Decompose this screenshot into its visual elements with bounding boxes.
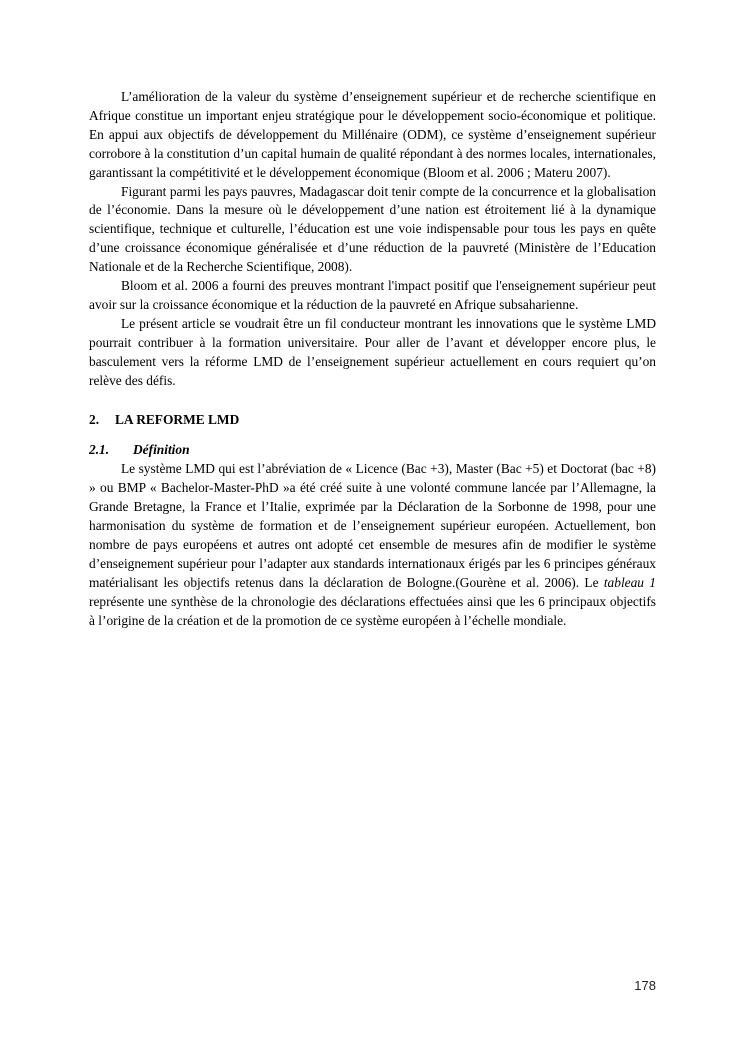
paragraph-definition [89,460,656,630]
definition-text-end: représente une synthèse de la chronologie des déclarations effectuées ainsi que les 6 principaux objectifs à l’origine de la création et de la promotion de ce système européen à l’échelle mondiale. [89,593,656,628]
paragraph-madagascar: Figurant parmi les pays pauvres, Madagascar doit tenir compte de la concurrence et la globalisation de l’économie. Dans la mesure où le développement d’une nation est étroitement lié à la dynamique scientifique, technique et culturelle, l’éducation est une voie indispensable pour tous les pays en quête d’une croissance économique généralisée et d’une réduction de la pauvreté (Ministère de l’Education Nationale et de la Recherche Scientifique, 2008). [89,183,656,275]
paragraph-bloom: Bloom et al. 2006 a fourni des preuves montrant l'impact positif que l'enseignement supérieur peut avoir sur la croissance économique et la réduction de la pauvreté en Afrique subsaharienne. [89,278,656,312]
section-heading [89,411,656,430]
subsection-number: 2.1. [89,442,110,458]
subsection-heading [89,441,656,460]
section-number: 2. [89,411,100,427]
subsection-title: Définition [133,442,190,458]
table-reference: tableau 1 [603,574,656,590]
paragraph-present-article: Le présent article se voudrait être un fil conducteur montrant les innovations que le système LMD pourrait contribuer à la formation universitaire. Pour aller de l’avant et développer encore plus, le basculement vers la réforme LMD de l’enseignement supérieur actuellement en cours requiert qu’on relève des défis. [89,315,656,388]
section-title: LA REFORME LMD [115,411,240,427]
definition-text-start: Le système LMD qui est l’abréviation de « Licence (Bac +3), Master (Bac +5) et Doctorat (bac +8) » ou BMP « Bachelor-Master-PhD »a été créé suite à une volonté commune lancée par l’Allemagne, la Grande Bretagne, la France et l’Italie, exprimée par la Déclaration de la Sorbonne de 1998, pour une harmonisation du système de formation et de l’enseignement supérieur européen. Actuellement, bon nombre de pays européens et autres ont adopté cet ensemble de mesures afin de modifier le système d’enseignement supérieur pour l’adapter aux standards internationaux érigés par les 6 principes généraux matérialisant les objectifs retenus dans la déclaration de Bologne.(Gourène et al. 2006). Le [89,461,656,590]
paragraph-intro: L’amélioration de la valeur du système d’enseignement supérieur et de recherche scientifique en Afrique constitue un important enjeu stratégique pour le développement socio-économique et politique. En appui aux objectifs de développement du Millénaire (ODM), ce système d’enseignement supérieur corrobore à la constitution d’un capital humain de qualité répondant à des normes locales, internationales, garantissant la compétitivité et le développement économique (Bloom et al. 2006 ; Materu 2007). [89,89,656,180]
document-page [89,88,656,630]
page-number: 178 [634,978,656,993]
